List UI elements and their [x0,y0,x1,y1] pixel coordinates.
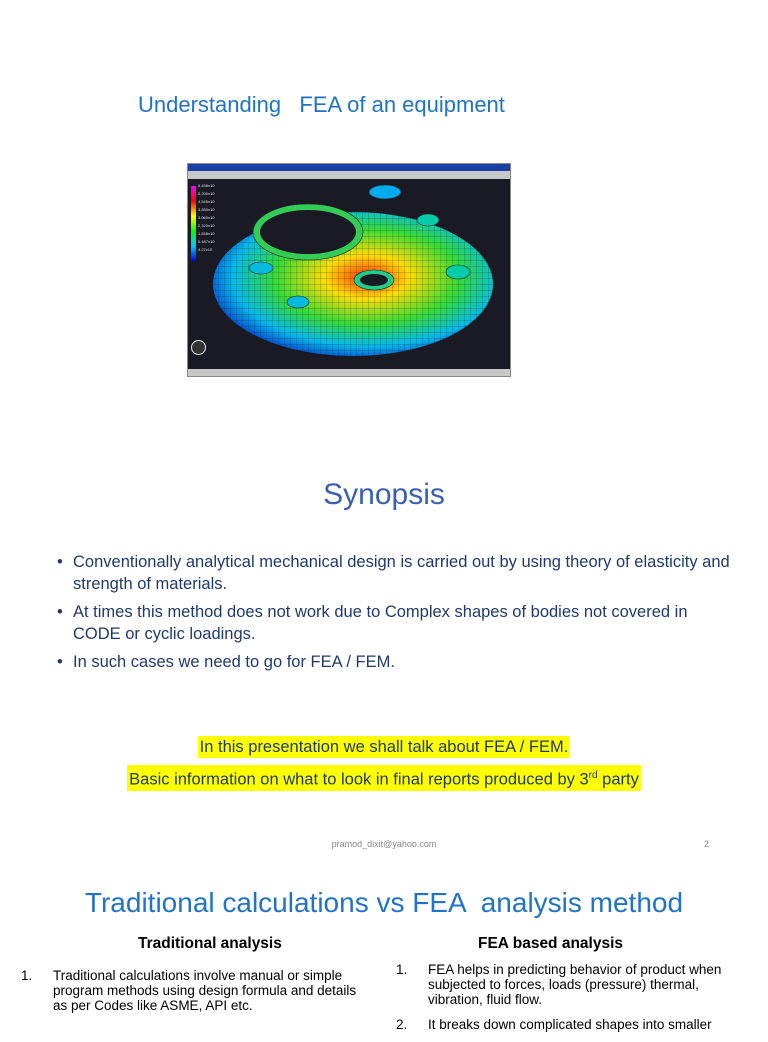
lens-icon[interactable] [191,340,206,355]
color-legend-bar [191,186,196,261]
window-statusbar [188,369,510,376]
color-legend-values: 6.498x10 5.200x10 4.545x10 3.850x10 3.060x10 2.320x10 1.658x10 0.487x10 4.27x10 [198,183,215,252]
list-item: 2. It breaks down complicated shapes into smaller [396,1017,712,1032]
fea-analysis-list [396,962,736,1042]
slide-title-traditional-vs-fea: Traditional calculations vs FEA analysis method [84,887,684,918]
left-column-heading: Traditional analysis [138,935,282,952]
bullet-item: • At times this method does not work due to Complex shapes of bodies not covered in CODE or cyclic loadings. [56,601,736,645]
highlight-line-2: Basic information on what to look in final reports produced by 3rd party [127,765,641,791]
traditional-analysis-list [21,968,366,1023]
highlight-line-1: In this presentation we shall talk about FEA / FEM. [199,738,569,756]
slide-title-understanding-fea: Understanding FEA of an equipment [138,92,505,117]
list-item: 1. FEA helps in predicting behavior of product when subjected to forces, loads (pressure) thermal, vibration, fluid flow. [396,962,722,1007]
fea-stress-contour-image [187,163,511,377]
fea-mesh-model-graphic [188,164,510,376]
right-column-heading: FEA based analysis [478,935,624,952]
synopsis-bullet-list [56,551,736,679]
footer-email: pramod_dixit@yahoo.com [331,839,437,849]
page-number: 2 [704,839,710,849]
slide-title-synopsis: Synopsis [323,478,445,511]
bullet-item: • Conventionally analytical mechanical design is carried out by using theory of elasticity and strength of materials. [56,551,736,595]
bullet-item: • In such cases we need to go for FEA / FEM. [56,651,736,673]
highlighted-notes [0,736,768,798]
list-item: 1. Traditional calculations involve manual or simple program methods using design formula and details as per Codes like ASME, API etc. [21,968,357,1013]
